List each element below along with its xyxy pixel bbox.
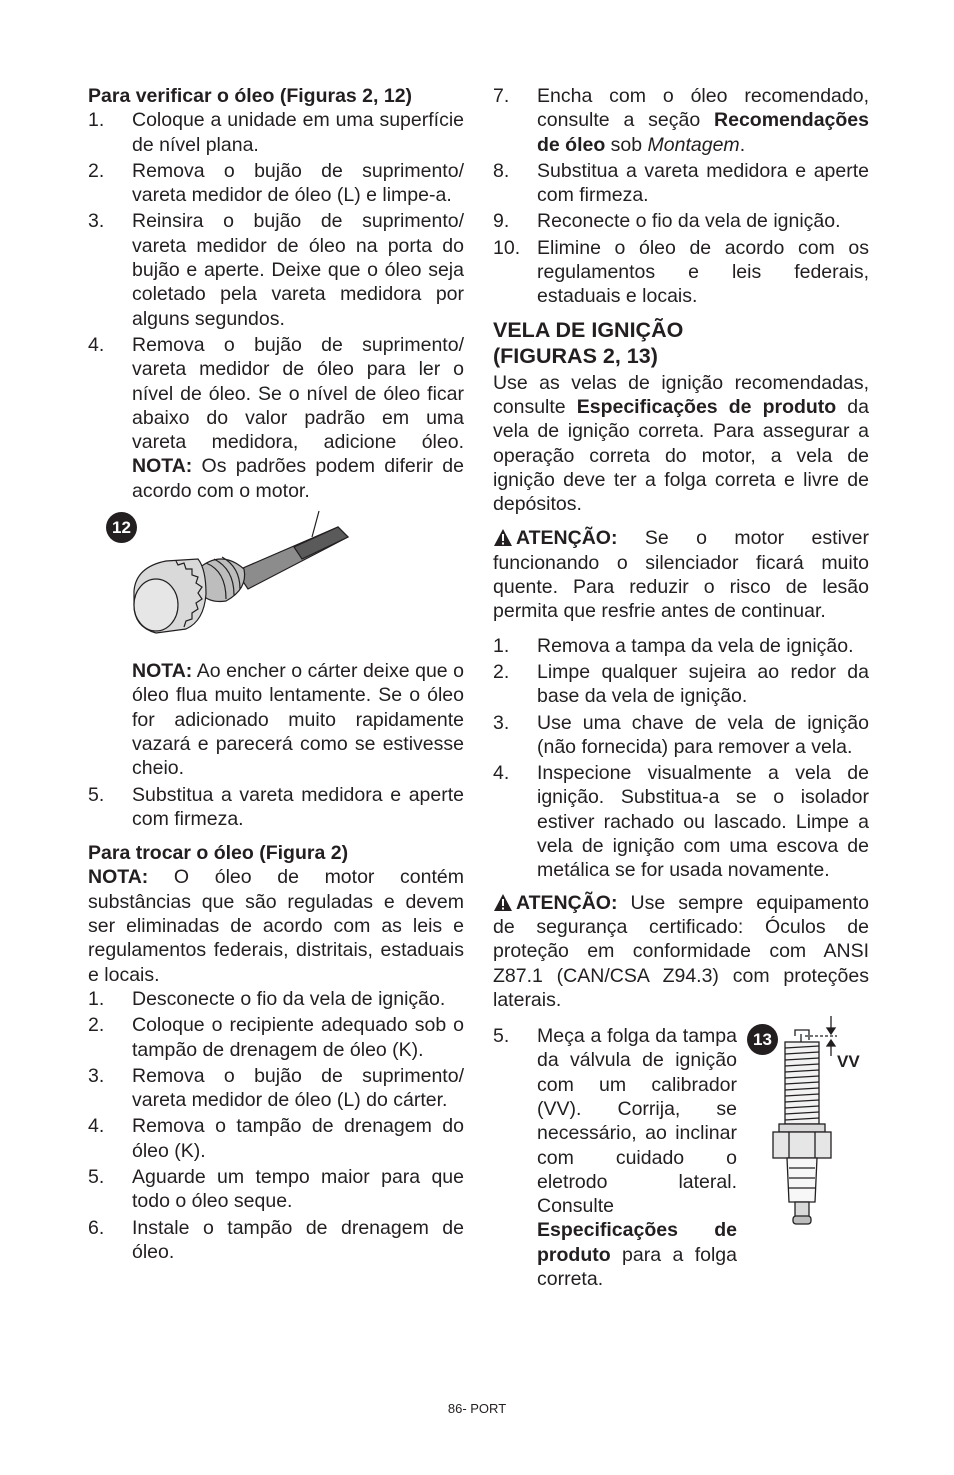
figure-number-badge: 12 <box>106 512 137 543</box>
spark-plug-step-5 <box>493 1024 869 1291</box>
step-number: 5. <box>493 1025 510 1048</box>
warning-triangle-icon <box>493 528 513 547</box>
change-oil-steps <box>88 987 464 1264</box>
figure-number-badge: 13 <box>747 1024 778 1055</box>
figure-12-dipstick <box>88 509 464 659</box>
list-item: 6. Instale o tampão de drenagem de óleo. <box>88 1216 464 1263</box>
change-oil-note: NOTA: O óleo de motor contém substâncias que são reguladas e devem ser eliminadas de acordo com as leis e regulamentos federais, distritais, estaduais e locais. <box>88 866 464 986</box>
spark-plug-intro: Use as velas de ignição recomendadas, consulte Especificações de produto da vela de ignição correta. Para assegurar a operação correta do motor, a vela de ignição deve ter a folga correta e livre de depósitos. <box>493 371 869 516</box>
list-item: 2. Remova o bujão de suprimento/ vareta medidor de óleo (L) e limpe-a. <box>88 159 464 207</box>
spark-plug-illustration <box>765 1012 865 1227</box>
change-oil-heading: Para trocar o óleo (Figura 2) <box>88 842 349 865</box>
list-item: 5. Substitua a vareta medidora e aperte com firmeza. <box>88 783 464 830</box>
list-item: 4. Remova o tampão de drenagem do óleo (K). <box>88 1115 464 1162</box>
fill-note: NOTA: Ao encher o cárter deixe que o óleo flua muito lentamente. Se o óleo for adicionado muito rapidamente vazará e parecerá como se estivesse cheio. <box>132 660 464 780</box>
list-item: 2. Coloque o recipiente adequado sob o tampão de drenagem de óleo (K). <box>88 1014 464 1061</box>
spark-plug-steps <box>493 634 869 883</box>
list-item: 9. Reconecte o fio da vela de ignição. <box>493 210 841 233</box>
check-oil-steps <box>88 108 464 503</box>
list-item: 7. Encha com o óleo recomendado, consulte a seção Recomendações de óleo sob Montagem. <box>493 85 869 156</box>
warning-safety-glasses: ATENÇÃO: Use sempre equipamento de segurança certificado: Óculos de proteção em conformidade com ANSI Z87.1 (CAN/CSA Z94.3) com proteções laterais. <box>493 891 869 1011</box>
list-item: 4. Remova o bujão de suprimento/ vareta medidor de óleo para ler o nível de óleo. Se o nível de óleo ficar abaixo do valor padrão em uma vareta medidora, adicione óleo. NOTA: Os padrões podem diferir de acordo com o motor. <box>88 333 464 502</box>
list-item: 2. Limpe qualquer sujeira ao redor da base da vela de ignição. <box>493 660 869 708</box>
list-item: 3. Reinsira o bujão de suprimento/ vareta medidor de óleo na porta do bujão e aperte. Deixe que o óleo seja coletado pela vareta medidora por alguns segundos. <box>88 210 464 330</box>
page-footer: 86- PORT <box>447 1401 507 1416</box>
dipstick-illustration <box>126 509 386 649</box>
warning-hot-muffler: ATENÇÃO: Se o motor estiver funcionando o silenciador ficará muito quente. Para reduzir o risco de lesão permita que resfrie antes de continuar. <box>493 527 869 623</box>
list-item: 1. Desconecte o fio da vela de ignição. <box>88 987 446 1010</box>
gap-callout-vv: VV <box>837 1052 860 1072</box>
check-oil-step-5 <box>88 783 464 832</box>
list-item: 5. Aguarde um tempo maior para que todo o óleo seque. <box>88 1165 464 1213</box>
right-column <box>493 84 869 1291</box>
check-oil-heading: Para verificar o óleo (Figuras 2, 12) <box>88 85 413 107</box>
left-column <box>88 84 464 1266</box>
list-item: 3. Use uma chave de vela de ignição (não fornecida) para remover a vela. <box>493 711 869 758</box>
list-item: 10. Elimine o óleo de acordo com os regulamentos e leis federais, estaduais e locais. <box>493 236 869 308</box>
change-oil-steps-continued <box>493 84 869 309</box>
step-5-text: Meça a folga da tampa da válvula de ignição com um calibrador (VV). Corrija, se necessário, ao inclinar com cuidado o eletrodo lateral. Consulte Especificações de produto para a folga correta. <box>537 1025 737 1291</box>
list-item: 8. Substitua a vareta medidora e aperte com firmeza. <box>493 159 869 207</box>
warning-triangle-icon <box>493 893 513 912</box>
list-item: 1. Remova a tampa da vela de ignição. <box>493 634 854 657</box>
list-item: 4. Inspecione visualmente a vela de ignição. Substitua-a se o isolador estiver rachado ou lascado. Limpe a vela de ignição com uma escova de metálica se for usada novamente. <box>493 762 869 882</box>
spark-plug-heading: VELA DE IGNIÇÃO (FIGURAS 2, 13) <box>493 317 684 368</box>
list-item: 1. Coloque a unidade em uma superfície de nível plana. <box>88 109 464 156</box>
list-item: 3. Remova o bujão de suprimento/ vareta medidor de óleo (L) do cárter. <box>88 1064 464 1112</box>
